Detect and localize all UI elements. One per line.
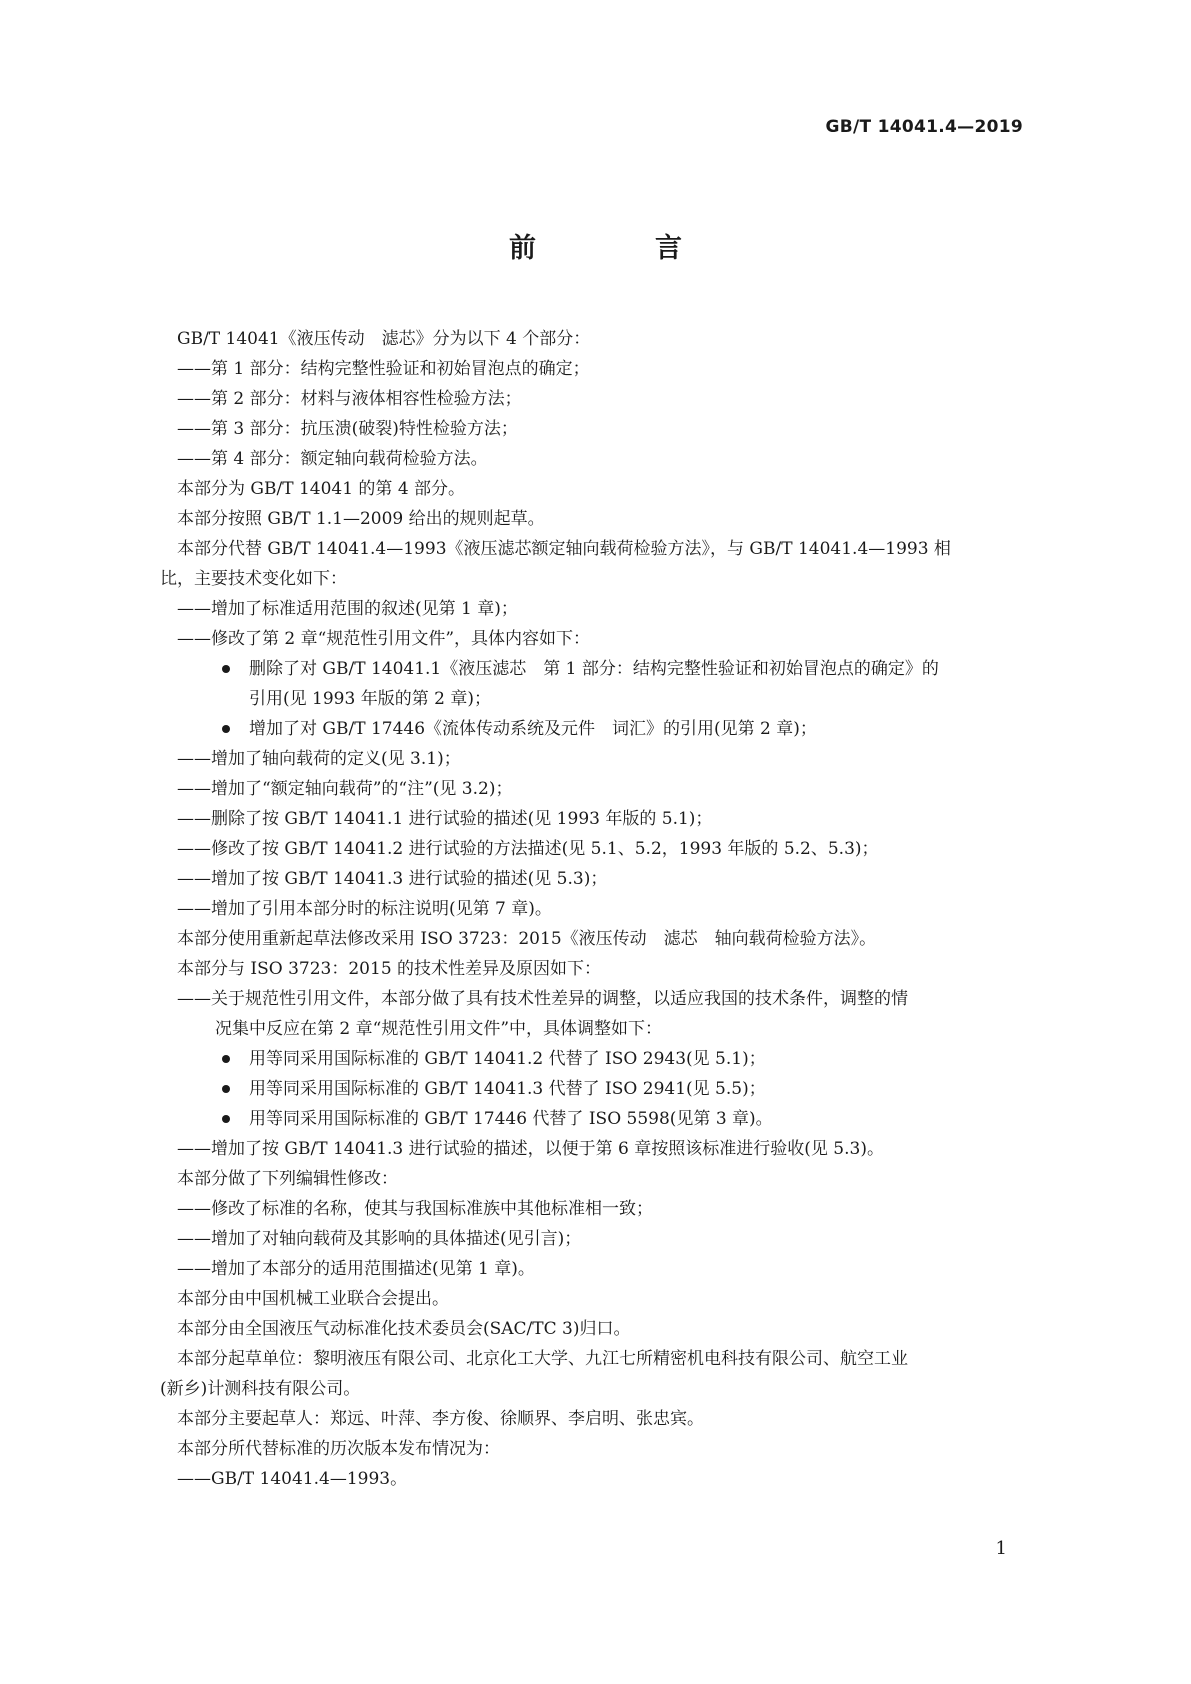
paragraph: 本部分所代替标准的历次版本发布情况为： <box>177 1439 500 1459</box>
bullet-icon <box>222 1115 230 1123</box>
paragraph: 本部分由中国机械工业联合会提出。 <box>177 1289 449 1309</box>
list-item: ——第 3 部分：抗压溃(破裂)特性检验方法； <box>177 419 518 439</box>
bullet-text: 增加了对 GB/T 17446《流体传动系统及元件 词汇》的引用(见第 2 章)； <box>249 719 817 739</box>
bullet-text: 用等同采用国际标准的 GB/T 14041.3 代替了 ISO 2941(见 5.5)； <box>249 1079 766 1099</box>
paragraph: 本部分主要起草人：郑远、叶萍、李方俊、徐顺界、李启明、张忠宾。 <box>177 1409 704 1429</box>
list-item: ——修改了标准的名称，使其与我国标准族中其他标准相一致； <box>177 1199 653 1219</box>
page-title: 前 言 <box>509 233 728 264</box>
bullet-icon <box>222 1055 230 1063</box>
bullet-text: 删除了对 GB/T 14041.1《液压滤芯 第 1 部分：结构完整性验证和初始冒泡点的确定》的 <box>249 659 939 679</box>
list-item: ——增加了引用本部分时的标注说明(见第 7 章)。 <box>177 899 552 919</box>
bullet-icon <box>222 665 230 673</box>
list-item: ——增加了轴向载荷的定义(见 3.1)； <box>177 749 461 769</box>
bullet-icon <box>222 725 230 733</box>
list-item: ——增加了“额定轴向载荷”的“注”(见 3.2)； <box>177 779 513 799</box>
bullet-item <box>177 654 1053 684</box>
bullet-text: 用等同采用国际标准的 GB/T 17446 代替了 ISO 5598(见第 3 章)。 <box>249 1109 773 1129</box>
paragraph: 本部分代替 GB/T 14041.4—1993《液压滤芯额定轴向载荷检验方法》，与 GB/T 14041.4—1993 相 <box>177 539 951 559</box>
list-item: ——增加了按 GB/T 14041.3 进行试验的描述，以便于第 6 章按照该标准进行验收(见 5.3)。 <box>177 1139 884 1159</box>
paragraph-continuation: 比，主要技术变化如下： <box>160 569 347 589</box>
paragraph: 本部分按照 GB/T 1.1—2009 给出的规则起草。 <box>177 509 545 529</box>
list-item: ——增加了按 GB/T 14041.3 进行试验的描述(见 5.3)； <box>177 869 608 889</box>
list-item: ——第 2 部分：材料与液体相容性检验方法； <box>177 389 522 409</box>
bullet-item <box>177 714 1053 744</box>
list-item: ——GB/T 14041.4—1993。 <box>177 1469 408 1489</box>
paragraph: 本部分由全国液压气动标准化技术委员会(SAC/TC 3)归口。 <box>177 1319 631 1339</box>
list-item: ——关于规范性引用文件，本部分做了具有技术性差异的调整，以适应我国的技术条件，调整的情 <box>177 989 908 1009</box>
list-item: ——第 4 部分：额定轴向载荷检验方法。 <box>177 449 488 469</box>
paragraph: 本部分起草单位：黎明液压有限公司、北京化工大学、九江七所精密机电科技有限公司、航空工业 <box>177 1349 908 1369</box>
list-item-continuation: 况集中反应在第 2 章“规范性引用文件”中，具体调整如下： <box>215 1019 663 1039</box>
list-item: ——第 1 部分：结构完整性验证和初始冒泡点的确定； <box>177 359 590 379</box>
paragraph: 本部分为 GB/T 14041 的第 4 部分。 <box>177 479 466 499</box>
standard-code: GB/T 14041.4—2019 <box>825 117 1023 137</box>
bullet-item <box>177 1104 1053 1134</box>
paragraph: 本部分做了下列编辑性修改： <box>177 1169 398 1189</box>
list-item: ——修改了第 2 章“规范性引用文件”，具体内容如下： <box>177 629 591 649</box>
paragraph: 本部分使用重新起草法修改采用 ISO 3723：2015《液压传动 滤芯 轴向载荷检验方法》。 <box>177 929 877 949</box>
list-item: ——增加了标准适用范围的叙述(见第 1 章)； <box>177 599 518 619</box>
page-number: 1 <box>995 1538 1007 1559</box>
paragraph: GB/T 14041《液压传动 滤芯》分为以下 4 个部分： <box>177 329 591 349</box>
bullet-item <box>177 1044 1053 1074</box>
paragraph: 本部分与 ISO 3723：2015 的技术性差异及原因如下： <box>177 959 602 979</box>
list-item: ——增加了本部分的适用范围描述(见第 1 章)。 <box>177 1259 535 1279</box>
foreword-body <box>160 324 1053 1494</box>
bullet-text: 用等同采用国际标准的 GB/T 14041.2 代替了 ISO 2943(见 5.1)； <box>249 1049 766 1069</box>
list-item: ——增加了对轴向载荷及其影响的具体描述(见引言)； <box>177 1229 582 1249</box>
bullet-icon <box>222 1085 230 1093</box>
bullet-continuation: 引用(见 1993 年版的第 2 章)； <box>249 689 491 709</box>
list-item: ——删除了按 GB/T 14041.1 进行试验的描述(见 1993 年版的 5.1)； <box>177 809 713 829</box>
bullet-item <box>177 1074 1053 1104</box>
list-item: ——修改了按 GB/T 14041.2 进行试验的方法描述(见 5.1、5.2，1993 年版的 5.2、5.3)； <box>177 839 879 859</box>
paragraph-continuation: (新乡)计测科技有限公司。 <box>160 1379 361 1399</box>
